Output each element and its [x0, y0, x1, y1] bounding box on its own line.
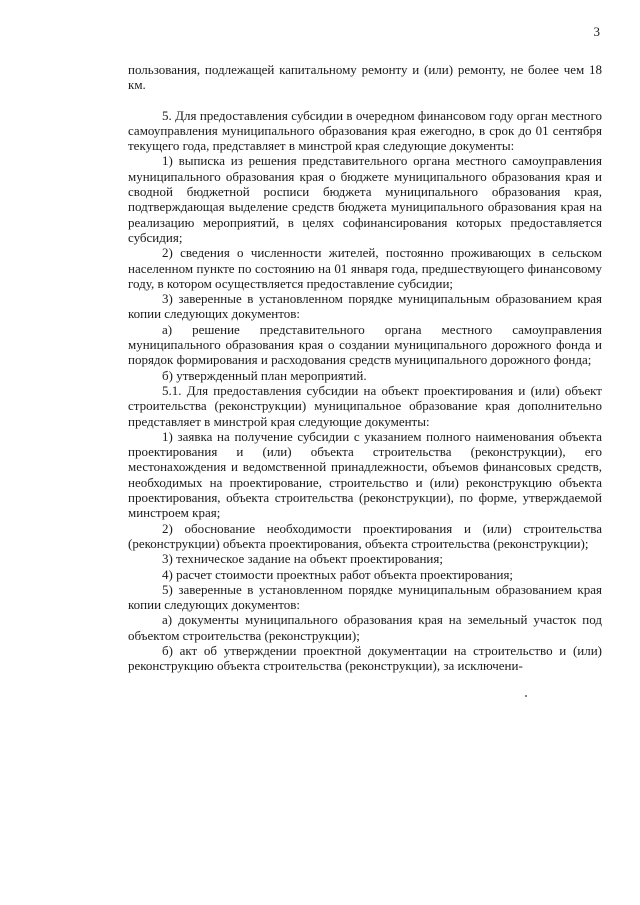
document-body	[128, 62, 602, 674]
paragraph-subitem-b: б) акт об утверждении проектной документации на строительство и (или) реконструкцию объекта строительства (реконструкции), за исключени-	[128, 642, 602, 674]
paragraph-subitem-a: а) решение представительного органа местного самоуправления муниципального образования края о создании муниципального дорожного фонда и порядок формирования и расходования средств муниципального дорожного фонда;	[128, 321, 602, 368]
paragraph-item-5: 5) заверенные в установленном порядке муниципальным образованием края копии следующих документов:	[128, 581, 602, 613]
paragraph-section-5: 5. Для предоставления субсидии в очередном финансовом году орган местного самоуправления муниципального образования края ежегодно, в срок до 01 сентября текущего года, представляет в минстрой края следующие документы:	[128, 107, 602, 154]
paragraph-subitem-a: а) документы муниципального образования края на земельный участок под объектом строительства (реконструкции);	[128, 612, 602, 643]
paragraph-item-3: 3) техническое задание на объект проектирования;	[162, 551, 443, 567]
scan-speck	[525, 695, 527, 697]
paragraph-item-2: 2) сведения о численности жителей, постоянно проживающих в сельском населенном пункте по состоянию на 01 января года, предшествующего финансовому году, в котором осуществляется предоставление субсидии;	[128, 245, 602, 291]
page-number: 3	[593, 24, 600, 39]
paragraph-subitem-b: б) утвержденный план мероприятий.	[162, 367, 367, 383]
paragraph-section-5-1: 5.1. Для предоставления субсидии на объект проектирования и (или) объект строительства (реконструкции) муниципальное образование края дополнительно представляет в минстрой края следующие документы:	[128, 382, 602, 429]
paragraph-item-1: 1) заявка на получение субсидии с указанием полного наименования объекта проектирования и (или) объекта строительства (реконструкции), его местонахождения и ведомственной принадлежности, объемов финансовых средств, необходимых на проектирование, строительство и (или) реконструкцию объекта проектирования, объекта строительства (реконструкции), по форме, утверждаемой минстроем края;	[128, 428, 602, 521]
paragraph-continuation: пользования, подлежащей капитальному ремонту и (или) ремонту, не более чем 18 км.	[128, 62, 602, 93]
paragraph-item-2: 2) обоснование необходимости проектирования и (или) строительства (реконструкции) объекта проектирования, объекта строительства (реконструкции);	[128, 520, 602, 551]
paragraph-item-4: 4) расчет стоимости проектных работ объекта проектирования;	[162, 566, 514, 582]
paragraph-item-3: 3) заверенные в установленном порядке муниципальным образованием края копии следующих документов:	[128, 291, 602, 322]
paragraph-item-1: 1) выписка из решения представительного органа местного самоуправления муниципального образования края о бюджете муниципального образования края и сводной бюджетной росписи бюджета муниципального образования края, подтверждающая выделение средств бюджета муниципального образования края на реализацию мероприятий, в целях софинансирования которых предоставляется субсидия;	[128, 153, 602, 245]
